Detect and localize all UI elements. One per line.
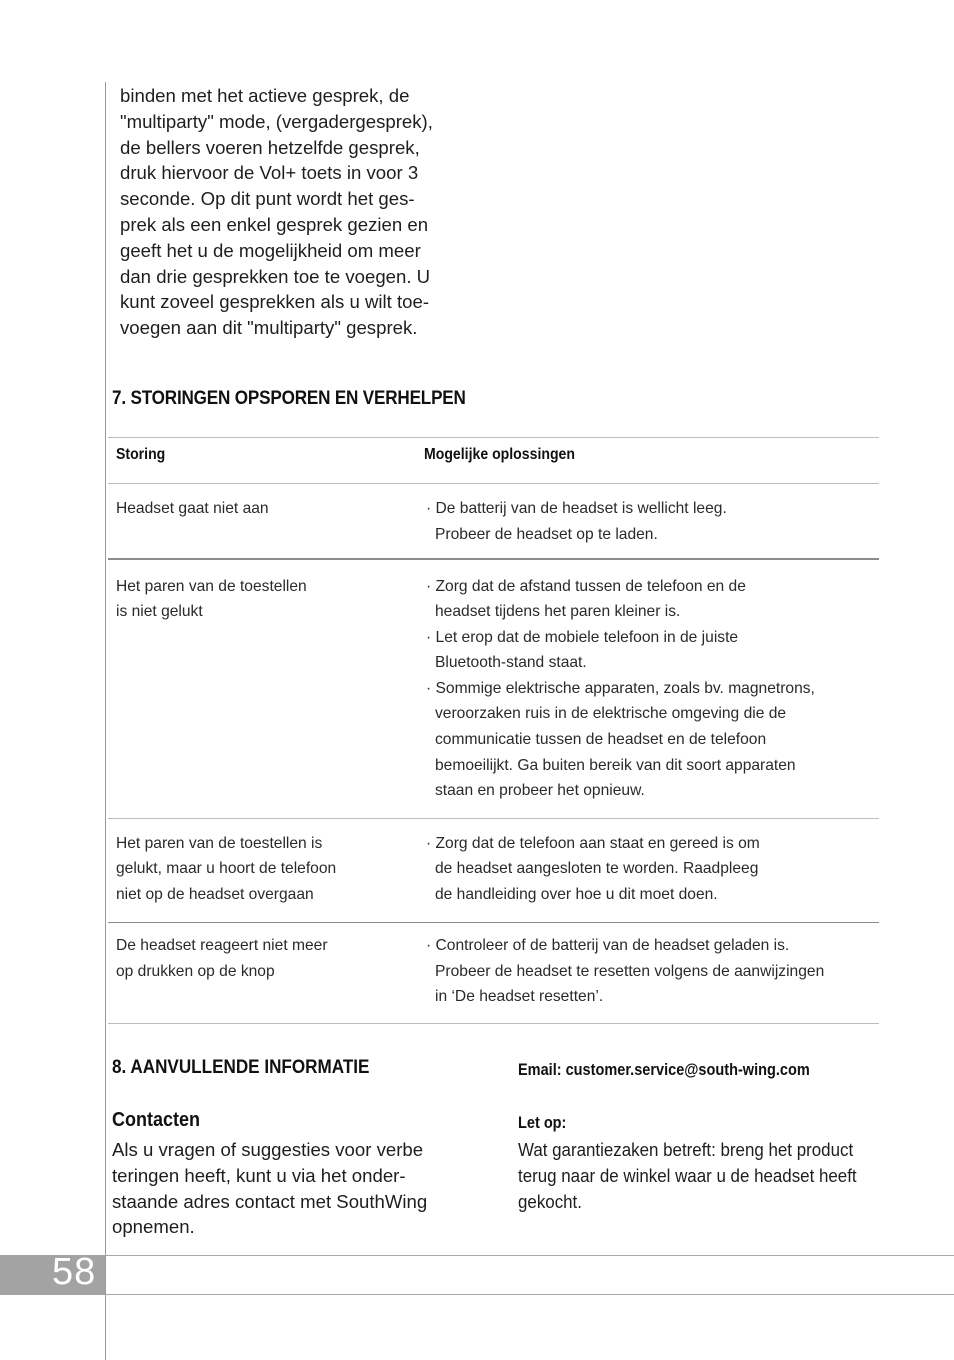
solution-line: bemoeilijkt. Ga buiten bereik van dit soort apparaten <box>435 756 796 774</box>
intro-line: kunt zoveel gesprekken als u wilt toe- <box>120 291 430 313</box>
solution-line: communicatie tussen de headset en de telefoon <box>435 731 767 749</box>
table-rule <box>108 1023 879 1024</box>
solution-line: Probeer de headset te resetten volgens de aanwijzingen <box>435 962 825 980</box>
problem-line: Het paren van de toestellen <box>116 577 307 595</box>
section-8-heading: 8. AANVULLENDE INFORMATIE <box>112 1057 370 1078</box>
problem-cell <box>116 574 307 625</box>
contacts-line: teringen heeft, kunt u via het onder- <box>112 1164 406 1186</box>
solution-line: in ‘De headset resetten’. <box>435 988 604 1006</box>
solution-cell <box>426 831 760 908</box>
contacts-line: Als u vragen of suggesties voor verbe <box>112 1139 424 1160</box>
intro-paragraph <box>120 83 470 341</box>
contacts-paragraph <box>112 1137 472 1240</box>
problem-line: niet op de headset overgaan <box>116 885 314 903</box>
page-number: 58 <box>52 1251 97 1293</box>
note-line: terug naar de winkel waar u de headset heeft <box>518 1164 857 1186</box>
problem-line: is niet gelukt <box>116 603 203 621</box>
table-header <box>108 438 879 483</box>
solution-cell <box>426 933 824 1010</box>
margin-rule <box>105 82 106 1360</box>
table-row <box>108 484 879 558</box>
note-line: Wat garantiezaken betreft: breng het product <box>518 1139 854 1160</box>
problem-line: op drukken op de knop <box>116 962 275 980</box>
section-7-heading: 7. STORINGEN OPSPOREN EN VERHELPEN <box>112 388 466 409</box>
note-line: gekocht. <box>518 1190 582 1212</box>
support-email: Email: customer.service@south-wing.com <box>518 1061 810 1079</box>
note-paragraph <box>518 1137 886 1214</box>
solution-line: · De batterij van de headset is wellicht leeg. <box>426 500 727 517</box>
problem-cell <box>116 496 269 522</box>
footer-rule <box>0 1294 954 1295</box>
contacts-line: opnemen. <box>112 1216 195 1238</box>
solution-cell <box>426 574 815 804</box>
solution-line: · Controleer of de batterij van de headset geladen is. <box>426 937 790 954</box>
note-heading: Let op: <box>518 1114 567 1132</box>
intro-line: geeft het u de mogelijkheid om meer <box>120 239 421 261</box>
intro-line: voegen aan dit "multiparty" gesprek. <box>120 317 418 339</box>
solution-line: Probeer de headset op te laden. <box>435 525 658 543</box>
solution-line: headset tijdens het paren kleiner is. <box>435 603 681 621</box>
problem-line: Headset gaat niet aan <box>116 500 269 517</box>
table-row <box>108 560 879 818</box>
problem-line: Het paren van de toestellen is <box>116 834 323 852</box>
solution-line: · Zorg dat de afstand tussen de telefoon en de <box>426 577 746 595</box>
problem-line: gelukt, maar u hoort de telefoon <box>116 860 337 878</box>
column-header-oplossingen: Mogelijke oplossingen <box>424 446 575 463</box>
solution-line: veroorzaken ruis in de elektrische omgeving die de <box>435 705 787 723</box>
intro-line: de bellers voeren hetzelfde gesprek, <box>120 136 420 158</box>
intro-line: prek als een enkel gesprek gezien en <box>120 213 429 235</box>
table-row <box>108 819 879 922</box>
solution-line: staan en probeer het opnieuw. <box>435 782 645 800</box>
intro-line: druk hiervoor de Vol+ toets in voor 3 <box>120 162 419 184</box>
column-header-storing: Storing <box>116 446 166 463</box>
solution-line: · Sommige elektrische apparaten, zoals bv. magnetrons, <box>426 679 815 697</box>
solution-line: de handleiding over hoe u dit moet doen. <box>435 885 718 903</box>
problem-line: De headset reageert niet meer <box>116 937 328 954</box>
problem-cell <box>116 831 336 908</box>
intro-line: "multiparty" mode, (vergadergesprek), <box>120 110 433 132</box>
footer-rule <box>0 1255 954 1256</box>
table-row <box>108 923 879 1023</box>
intro-line: seconde. Op dit punt wordt het ges- <box>120 188 415 210</box>
solution-cell <box>426 496 727 547</box>
contacts-line: staande adres contact met SouthWing <box>112 1190 428 1212</box>
solution-line: · Zorg dat de telefoon aan staat en gereed is om <box>426 834 760 852</box>
intro-line: binden met het actieve gesprek, de <box>120 85 410 106</box>
troubleshooting-table <box>108 437 879 1024</box>
problem-cell <box>116 933 328 984</box>
contacts-heading: Contacten <box>112 1109 201 1131</box>
solution-line: · Let erop dat de mobiele telefoon in de juiste <box>426 628 739 646</box>
solution-line: Bluetooth-stand staat. <box>435 654 587 672</box>
solution-line: de headset aangesloten te worden. Raadpleeg <box>435 860 759 878</box>
intro-line: dan drie gesprekken toe te voegen. U <box>120 265 431 287</box>
